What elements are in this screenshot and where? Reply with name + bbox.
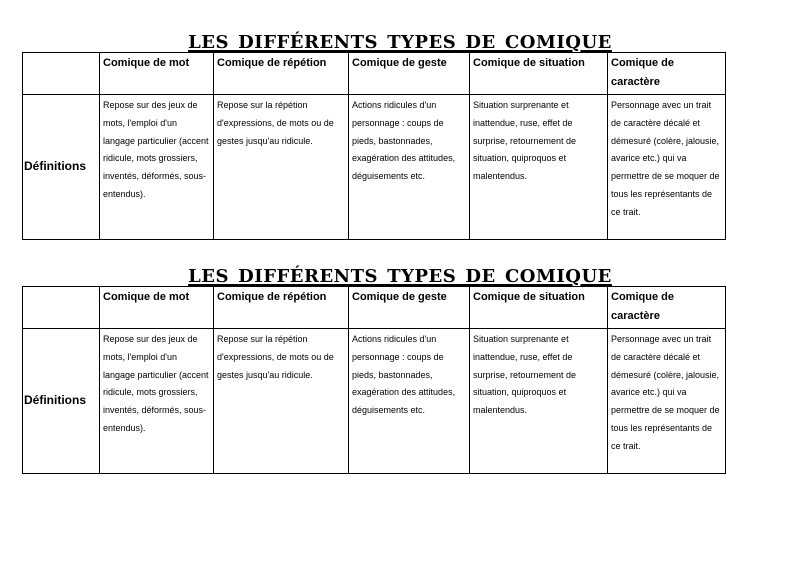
row-label: Définitions [23, 329, 100, 474]
definition-cell: Repose sur la répétion d'expressions, de mots ou de gestes jusqu'au ridicule. [214, 329, 349, 474]
section-title: les différents types de comique [188, 25, 612, 54]
column-header: Comique de situation [470, 53, 608, 95]
column-header: Comique de répétion [214, 53, 349, 95]
comedy-types-table [22, 286, 726, 474]
comedy-types-table [22, 52, 726, 240]
definition-cell: Situation surprenante et inattendue, ruse, effet de surprise, retournement de situation, quiproquos et malentendus. [470, 95, 608, 240]
column-header: Comique de répétion [214, 287, 349, 329]
column-header: Comique de geste [349, 53, 470, 95]
table-row [23, 329, 726, 474]
empty-corner-cell [23, 287, 100, 329]
table-header-row [23, 287, 726, 329]
section-title: les différents types de comique [188, 259, 612, 288]
empty-corner-cell [23, 53, 100, 95]
row-label: Définitions [23, 95, 100, 240]
column-header: Comique de mot [100, 53, 214, 95]
definition-cell: Actions ridicules d'un personnage : coups de pieds, bastonnades, exagération des attitudes, déguisements etc. [349, 329, 470, 474]
table-header-row [23, 53, 726, 95]
definition-cell: Repose sur la répétion d'expressions, de mots ou de gestes jusqu'au ridicule. [214, 95, 349, 240]
column-header: Comique de caractère [608, 53, 726, 95]
definition-cell: Situation surprenante et inattendue, ruse, effet de surprise, retournement de situation, quiproquos et malentendus. [470, 329, 608, 474]
definition-cell: Actions ridicules d'un personnage : coups de pieds, bastonnades, exagération des attitudes, déguisements etc. [349, 95, 470, 240]
column-header: Comique de caractère [608, 287, 726, 329]
definition-cell: Repose sur des jeux de mots, l'emploi d'un langage particulier (accent ridicule, mots grossiers, inventés, déformés, sous-entendus). [100, 329, 214, 474]
column-header: Comique de geste [349, 287, 470, 329]
definition-cell: Personnage avec un trait de caractère décalé et démesuré (colère, jalousie, avarice etc.) qui va permettre de se moquer de tous les représentants de ce trait. [608, 95, 726, 240]
column-header: Comique de mot [100, 287, 214, 329]
column-header: Comique de situation [470, 287, 608, 329]
definition-cell: Repose sur des jeux de mots, l'emploi d'un langage particulier (accent ridicule, mots grossiers, inventés, déformés, sous-entendus). [100, 95, 214, 240]
table-row [23, 95, 726, 240]
definition-cell: Personnage avec un trait de caractère décalé et démesuré (colère, jalousie, avarice etc.) qui va permettre de se moquer de tous les représentants de ce trait. [608, 329, 726, 474]
